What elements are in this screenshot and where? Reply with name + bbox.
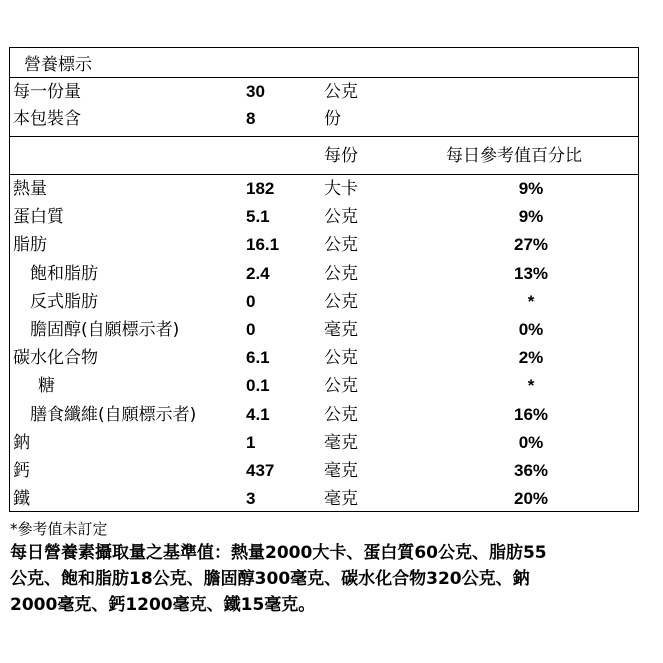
nutrient-name: 鐵 <box>13 489 30 510</box>
nutrient-name: 飽和脂肪 <box>30 263 98 284</box>
nutrient-name: 碳水化合物 <box>13 348 98 369</box>
nutrient-unit: 毫克 <box>324 489 358 510</box>
panel-title: 營養標示 <box>24 55 92 75</box>
nutrient-daily-value: 9% <box>518 179 544 198</box>
nutrient-daily-value: 36% <box>513 461 549 480</box>
column-header-per-serving: 每份 <box>324 146 358 166</box>
nutrient-name: 熱量 <box>13 179 47 199</box>
nutrient-amount: 0 <box>246 291 256 311</box>
nutrient-amount: 3 <box>246 489 256 509</box>
nutrient-daily-value: 13% <box>513 263 549 283</box>
nutrient-daily-value: * <box>527 291 535 311</box>
nutrient-daily-value: 0% <box>518 432 544 452</box>
nutrient-name: 脂肪 <box>13 235 47 256</box>
nutrient-name: 糖 <box>38 376 55 397</box>
nutrition-facts-panel <box>9 47 639 512</box>
nutrient-unit: 毫克 <box>324 320 358 340</box>
nutrient-unit: 公克 <box>324 207 358 228</box>
nutrient-amount: 16.1 <box>246 235 280 255</box>
divider-header <box>10 174 638 175</box>
nutrient-daily-value: * <box>527 376 535 396</box>
nutrient-daily-value: 0% <box>518 320 544 339</box>
reference-note: *參考值未訂定 <box>10 520 108 538</box>
nutrient-amount: 5.1 <box>246 207 270 227</box>
nutrient-unit: 公克 <box>324 404 358 425</box>
servings-per-package-unit: 份 <box>324 109 341 129</box>
serving-size-value: 30 <box>246 82 265 101</box>
divider-title <box>10 77 638 78</box>
basis-note-line-1: 每日營養素攝取量之基準值：熱量2000大卡、蛋白質60公克、脂肪55 <box>10 543 547 563</box>
nutrient-unit: 大卡 <box>324 179 358 199</box>
basis-note-line-3: 2000毫克、鈣1200毫克、鐵15毫克。 <box>10 595 316 615</box>
nutrient-daily-value: 27% <box>513 235 549 255</box>
column-header-daily-value: 每日參考值百分比 <box>446 146 582 166</box>
nutrient-daily-value: 9% <box>518 207 544 227</box>
nutrient-amount: 182 <box>246 179 275 198</box>
divider-serving <box>10 136 638 137</box>
nutrient-amount: 0 <box>246 320 256 339</box>
servings-per-package-value: 8 <box>246 109 256 128</box>
basis-note-line-2: 公克、飽和脂肪18公克、膽固醇300毫克、碳水化合物320公克、鈉 <box>10 569 530 589</box>
serving-size-label: 每一份量 <box>13 82 81 102</box>
nutrient-name: 鈣 <box>13 461 30 481</box>
nutrient-daily-value: 2% <box>518 348 544 368</box>
nutrient-unit: 公克 <box>324 348 358 369</box>
nutrient-amount: 1 <box>246 432 256 452</box>
nutrient-name: 鈉 <box>13 432 30 453</box>
nutrient-unit: 公克 <box>324 291 358 312</box>
nutrient-amount: 6.1 <box>246 348 270 368</box>
nutrient-daily-value: 20% <box>513 489 549 509</box>
nutrient-unit: 毫克 <box>324 461 358 481</box>
nutrient-daily-value: 16% <box>513 404 549 424</box>
serving-size-unit: 公克 <box>324 82 358 102</box>
nutrient-amount: 437 <box>246 461 275 480</box>
nutrient-amount: 4.1 <box>246 404 270 424</box>
servings-per-package-label: 本包裝含 <box>13 109 81 129</box>
nutrient-amount: 0.1 <box>246 376 270 396</box>
nutrient-name: 蛋白質 <box>13 207 64 228</box>
nutrient-amount: 2.4 <box>246 263 270 283</box>
nutrient-name: 膳食纖維(自願標示者) <box>30 404 197 425</box>
nutrient-unit: 公克 <box>324 263 358 284</box>
nutrient-unit: 毫克 <box>324 432 358 453</box>
nutrient-unit: 公克 <box>324 376 358 397</box>
nutrient-name: 反式脂肪 <box>30 291 98 312</box>
nutrient-unit: 公克 <box>324 235 358 256</box>
nutrient-name: 膽固醇(自願標示者) <box>30 320 180 340</box>
